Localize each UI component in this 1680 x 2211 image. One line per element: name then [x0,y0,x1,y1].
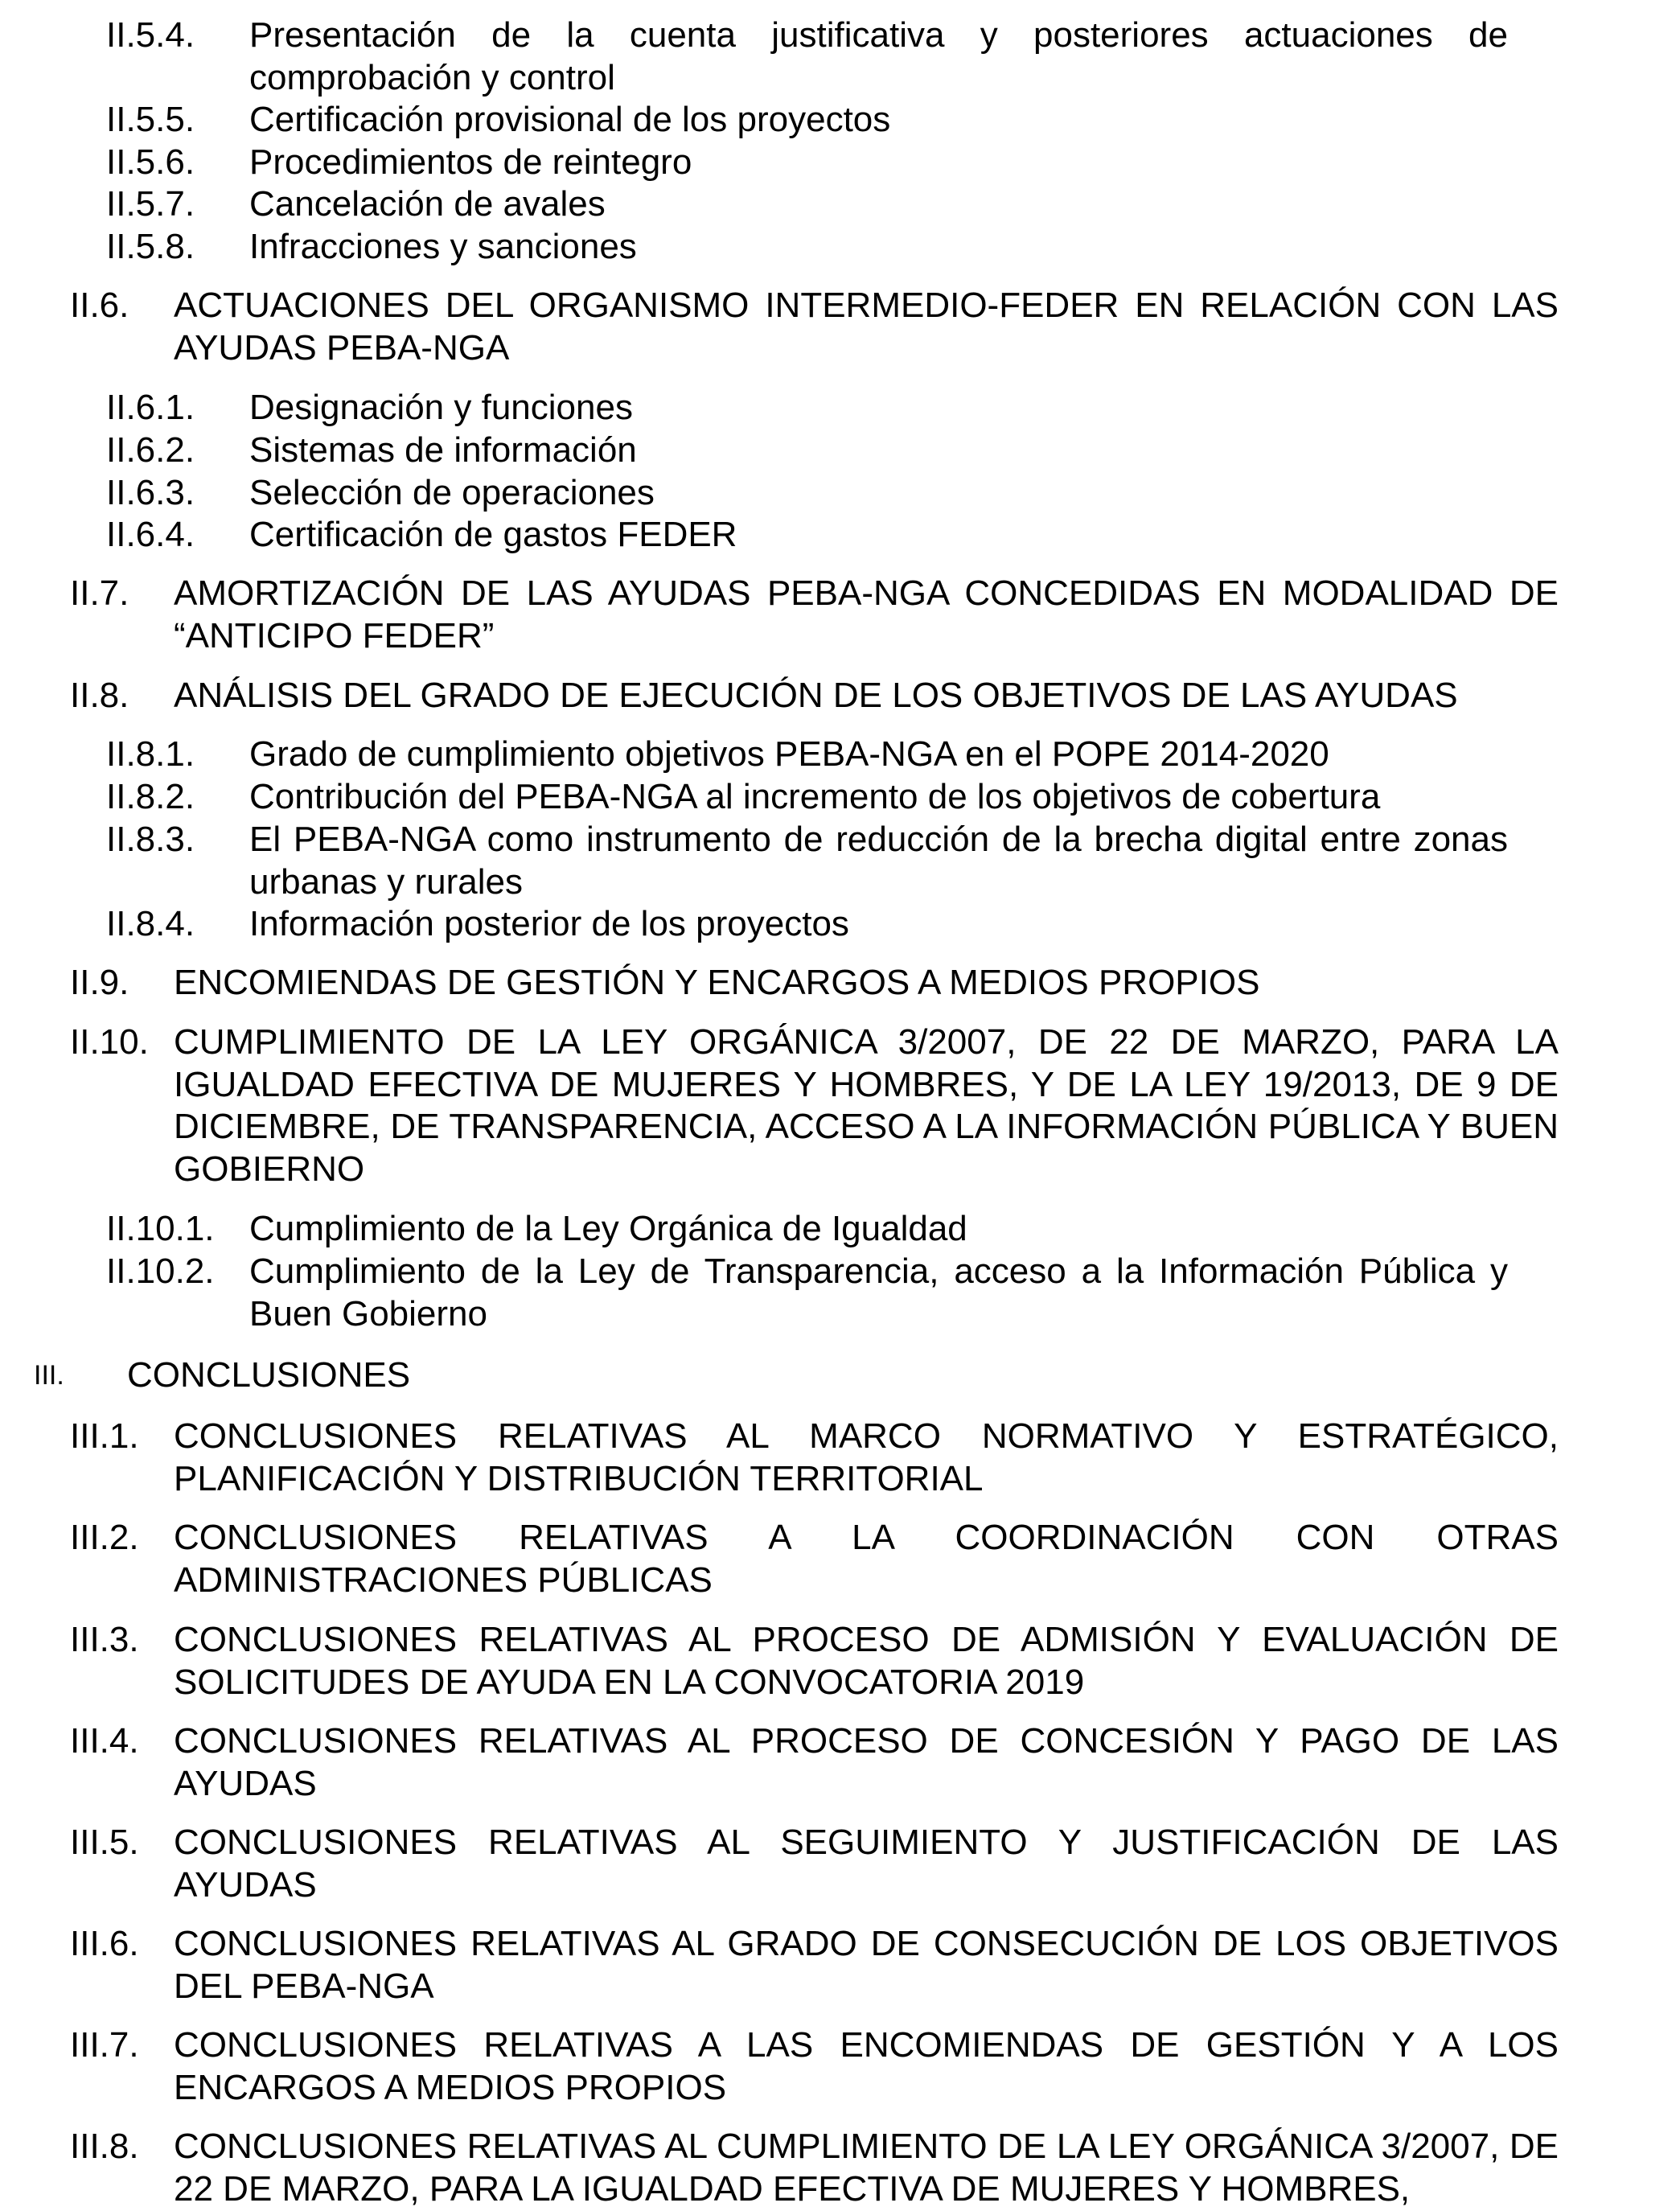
toc-entry-title: ANÁLISIS DEL GRADO DE EJECUCIÓN DE LOS OBJETIVOS DE LAS AYUDAS [174,676,1458,715]
toc-entry-title: CONCLUSIONES RELATIVAS AL PROCESO DE CONCESIÓN Y PAGO DE LAS AYUDAS [174,1721,1559,1803]
toc-entry-title: AMORTIZACIÓN DE LAS AYUDAS PEBA-NGA CONCEDIDAS EN MODALIDAD DE “ANTICIPO FEDER” [174,573,1559,655]
toc-entry-number: II.5.8. [106,227,195,266]
toc-entry-number: II.6.4. [106,515,195,554]
toc-entry-number: II.5.5. [106,100,195,139]
toc-entry-title: CONCLUSIONES [127,1355,411,1395]
toc-entry-title: Contribución del PEBA-NGA al incremento de los objetivos de cobertura [249,777,1381,816]
toc-entry-number: II.8.1. [106,734,195,774]
toc-entry-title: Información posterior de los proyectos [249,904,849,943]
toc-entry-number: III.6. [70,1924,139,1963]
toc-entry-title: El PEBA-NGA como instrumento de reducción de la brecha digital entre zonas urbanas y rurales [249,820,1508,902]
toc-entry-title: Cumplimiento de la Ley Orgánica de Igualdad [249,1209,967,1248]
toc-entry-title: CONCLUSIONES RELATIVAS AL CUMPLIMIENTO DE LA LEY ORGÁNICA 3/2007, DE 22 DE MARZO, PARA LA IGUALDAD EFECTIVA DE MUJERES Y HOMBRES, [174,2127,1559,2209]
toc-entry-title: CONCLUSIONES RELATIVAS AL GRADO DE CONSECUCIÓN DE LOS OBJETIVOS DEL PEBA-NGA [174,1924,1559,2006]
toc-entry-number: II.10. [70,1022,149,1062]
toc-entry-number: III.8. [70,2127,139,2166]
toc-entry-title: CONCLUSIONES RELATIVAS AL PROCESO DE ADMISIÓN Y EVALUACIÓN DE SOLICITUDES DE AYUDA EN LA CONVOCATORIA 2019 [174,1620,1559,1702]
toc-entry-number: III.2. [70,1518,139,1557]
toc-entry-number: II.8.3. [106,820,195,859]
toc-entry-title: Cancelación de avales [249,184,606,224]
toc-entry-number: II.6. [70,286,129,325]
toc-entry-number: II.6.1. [106,388,195,427]
toc-entry-number: II.8.4. [106,904,195,943]
toc-entry-number: II.9. [70,963,129,1002]
toc-entry-number: II.10.2. [106,1251,215,1291]
toc-entry-title: Sistemas de información [249,430,637,470]
toc-entry-title: Cumplimiento de la Ley de Transparencia, acceso a la Información Pública y Buen Gobierno [249,1251,1508,1334]
toc-entry-number: III. [34,1360,64,1391]
toc-entry-title: Procedimientos de reintegro [249,142,692,182]
toc-entry-title: Designación y funciones [249,388,633,427]
toc-entry-number: II.6.2. [106,430,195,470]
toc-entry-title: CONCLUSIONES RELATIVAS AL MARCO NORMATIVO Y ESTRATÉGICO, PLANIFICACIÓN Y DISTRIBUCIÓN TERRITORIAL [174,1416,1559,1498]
toc-entry-title: CONCLUSIONES RELATIVAS A LAS ENCOMIENDAS DE GESTIÓN Y A LOS ENCARGOS A MEDIOS PROPIOS [174,2025,1559,2107]
toc-entry-title: CONCLUSIONES RELATIVAS A LA COORDINACIÓN CON OTRAS ADMINISTRACIONES PÚBLICAS [174,1518,1559,1600]
toc-entry-number: II.5.7. [106,184,195,224]
toc-entry-title: Grado de cumplimiento objetivos PEBA-NGA en el POPE 2014-2020 [249,734,1329,774]
toc-entry-title: Infracciones y sanciones [249,227,637,266]
toc-entry-number: III.5. [70,1823,139,1862]
toc-entry-title: Certificación de gastos FEDER [249,515,737,554]
toc-entry-title: CONCLUSIONES RELATIVAS AL SEGUIMIENTO Y JUSTIFICACIÓN DE LAS AYUDAS [174,1823,1559,1905]
toc-entry-title: ACTUACIONES DEL ORGANISMO INTERMEDIO-FEDER EN RELACIÓN CON LAS AYUDAS PEBA-NGA [174,286,1559,368]
toc-entry-title: CUMPLIMIENTO DE LA LEY ORGÁNICA 3/2007, DE 22 DE MARZO, PARA LA IGUALDAD EFECTIVA DE MUJERES Y HOMBRES, Y DE LA LEY 19/2013, DE 9 DE DICIEMBRE, DE TRANSPARENCIA, ACCESO A LA INFORMACIÓN PÚBLICA Y BUEN GOBIERNO [174,1022,1559,1189]
toc-entry-title: Selección de operaciones [249,473,655,512]
toc-entry-number: II.6.3. [106,473,195,512]
toc-entry-title: ENCOMIENDAS DE GESTIÓN Y ENCARGOS A MEDIOS PROPIOS [174,963,1260,1002]
toc-entry-number: III.4. [70,1721,139,1761]
toc-entry-number: II.8.2. [106,777,195,816]
toc-entry-title: Presentación de la cuenta justificativa y posteriores actuaciones de comprobación y control [249,15,1508,97]
toc-entry-number: II.5.6. [106,142,195,182]
toc-entry-number: II.7. [70,573,129,613]
toc-entry-number: II.5.4. [106,15,195,55]
toc-entry-number: III.1. [70,1416,139,1456]
toc-entry-title: Certificación provisional de los proyectos [249,100,891,139]
toc-entry-number: II.10.1. [106,1209,215,1248]
toc-entry-number: II.8. [70,676,129,715]
toc-entry-number: III.3. [70,1620,139,1659]
toc-entry-number: III.7. [70,2025,139,2065]
